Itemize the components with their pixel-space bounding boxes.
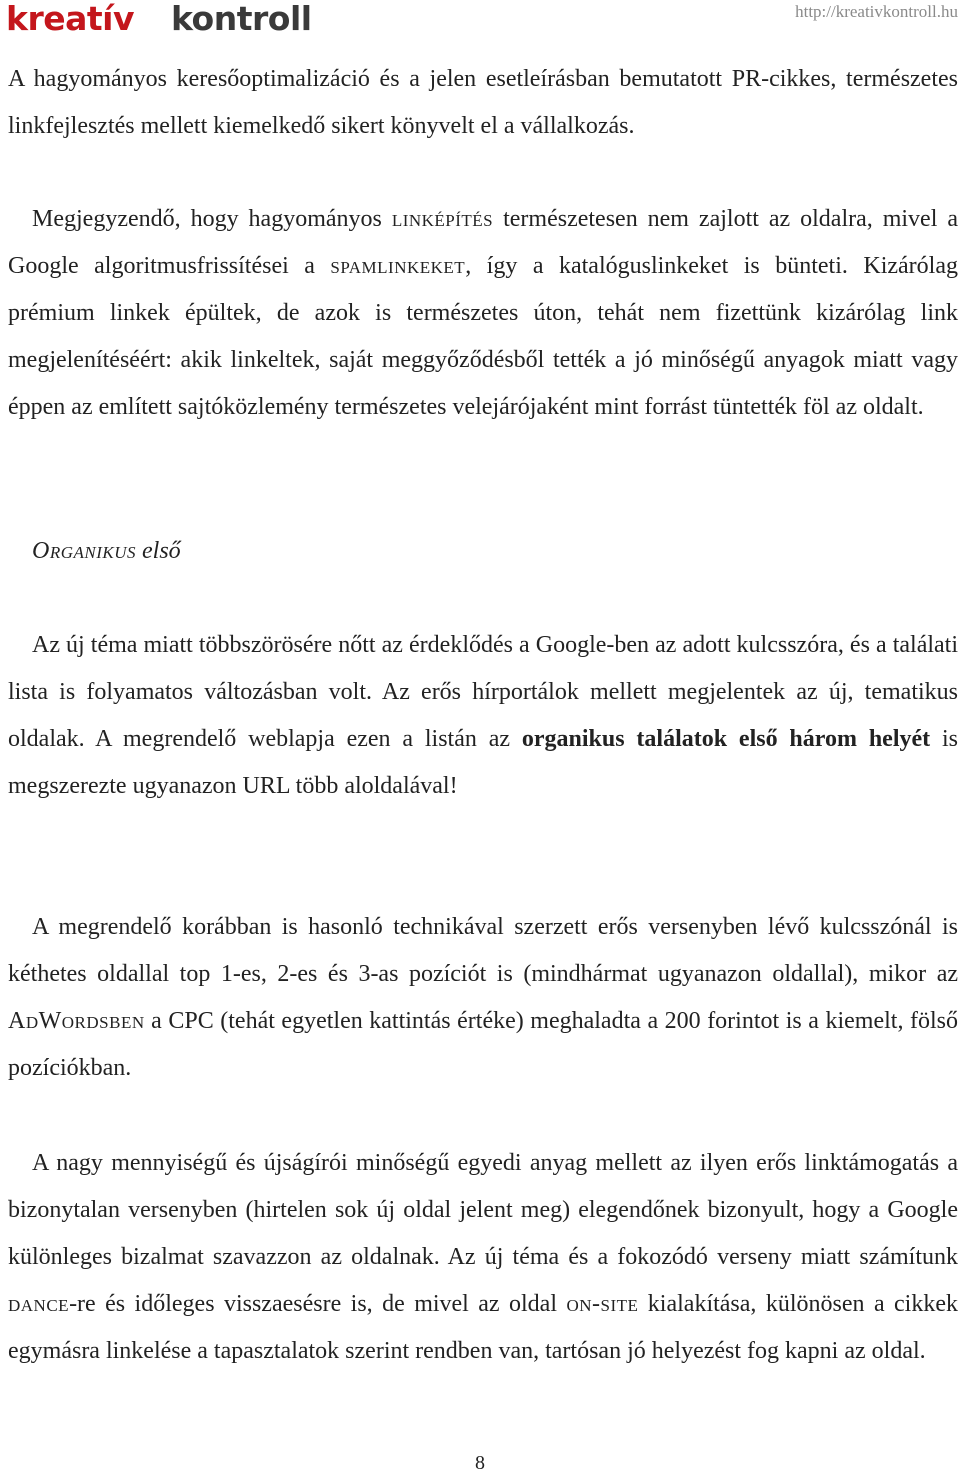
paragraph-text: Az új téma miatt többszörösére nőtt az érdeklődés a Google-ben az adott kulcsszóra, és a találati lista is folyamatos változásban volt. Az erős hírportálok mellett megjelentek az új, tematikus oldalak. A megrendelő weblapja ezen a listán az [8, 632, 958, 752]
paragraph-intro [8, 56, 958, 150]
paragraph-text: Megjegyzendő, hogy hagyományos [32, 206, 392, 232]
svg-text:kontroll: kontroll [171, 2, 312, 36]
paragraph-conclusion [8, 1140, 958, 1375]
smallcaps-term: AdWordsben [8, 1008, 145, 1034]
paragraph-text: a CPC (tehát egyetlen kattintás értéke) meghaladta a 200 forintot is a kiemelt, fölső pozíciókban. [8, 1008, 958, 1081]
svg-text:kreatív: kreatív [6, 2, 134, 36]
header-url[interactable]: http://kreativkontroll.hu [795, 2, 958, 21]
page-number: 8 [475, 1452, 485, 1474]
smallcaps-term: spamlinkeket [330, 253, 466, 279]
paragraph-text: természetesen nem zajlott az oldalra, mivel a Google algoritmusfrissítései a [8, 206, 958, 279]
page-header [0, 0, 960, 42]
paragraph-text: kialakítása, különösen a cikkek egymásra linkelése a tapasztalatok szerint rendben van, tartósan jó helyezést fog kapni az oldal. [8, 1291, 959, 1364]
paragraph-text: is megszerezte ugyanazon URL több aloldalával! [8, 726, 958, 799]
paragraph-text: , így a katalóguslinkeket is bünteti. Kizárólag prémium linkek épültek, de azok is természetes úton, tehát nem fizettünk kizárólag link megjelenítéséért: akik linkeltek, saját meggyőződésből tették a jó minőségű anyagok miatt vagy éppen az említett sajtóközlemény természetes velejárójaként mint forrást tüntették föl az oldalt. [8, 253, 958, 420]
paragraph-text: A megrendelő korábban is hasonló technikával szerzett erős versenyben lévő kulcsszónál is kéthetes oldallal top 1-es, 2-es és 3-as pozíciót is (mindhármat ugyanazon oldallal), mikor az [8, 914, 958, 987]
section-heading [8, 528, 958, 575]
smallcaps-term: linképítés [391, 206, 494, 232]
smallcaps-term: dance [8, 1291, 70, 1317]
smallcaps-term: on-site [566, 1291, 639, 1317]
heading-text: első [136, 538, 181, 564]
paragraph-text: A hagyományos keresőoptimalizáció és a jelen esetleírásban bemutatott PR-cikkes, természetes linkfejlesztés mellett kiemelkedő sikert könyvelt el a vállalkozás. [8, 66, 958, 139]
kreativ-kontroll-logo [6, 2, 358, 36]
paragraph-linkbuilding [8, 196, 958, 431]
paragraph-text: -re és időleges visszaesésre is, de mivel az oldal [69, 1291, 567, 1317]
bold-emphasis: organikus találatok első három helyét [521, 726, 931, 752]
paragraph-adwords [8, 904, 958, 1092]
heading-smallcaps: Organikus [32, 538, 136, 564]
paragraph-organic [8, 622, 958, 810]
paragraph-text: A nagy mennyiségű és újságírói minőségű egyedi anyag mellett az ilyen erős linktámogatás a bizonytalan versenyben (hirtelen sok új oldal jelent meg) elegendőnek bizonyult, hogy a Google különleges bizalmat szavazzon az oldalnak. Az új téma és a fokozódó verseny miatt számítunk [8, 1150, 958, 1270]
